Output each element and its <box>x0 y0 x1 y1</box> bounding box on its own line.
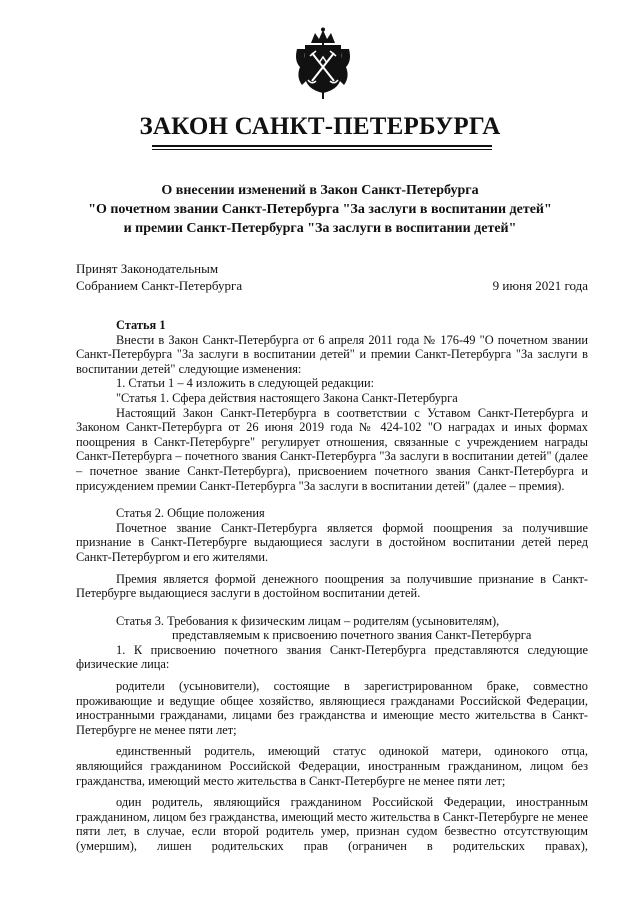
paragraph: Премия является формой денежного поощрения за получившие признание в Санкт-Петербурге выдающиеся заслуги в достойном воспитании детей. <box>76 571 588 601</box>
subtitle-line: и премии Санкт-Петербурга "За заслуги в воспитании детей" <box>123 221 517 236</box>
subtitle-line: О внесении изменений в Закон Санкт-Петербурга <box>161 183 479 198</box>
article-3-heading-cont: представляемым к присвоению почетного звания Санкт-Петербурга <box>172 628 532 643</box>
coat-of-arms-icon <box>294 27 352 99</box>
law-body <box>76 318 588 854</box>
adoption-date: 9 июня 2021 года <box>492 278 588 293</box>
title-rule-thick <box>152 145 492 147</box>
article-2-heading: Статья 2. Общие положения <box>116 506 265 521</box>
subtitle-line: "О почетном звании Санкт-Петербурга "За заслуги в воспитании детей" <box>88 202 552 217</box>
paragraph: родители (усыновители), состоящие в зарегистрированном браке, совместно проживающие и ведущие общее хозяйство, являющиеся гражданами Российской Федерации, иностранными гражданами, лицами без гражданства и имеющие место жительства в Санкт-Петербурге не менее пяти лет; <box>76 679 588 737</box>
paragraph: 1. К присвоению почетного звания Санкт-Петербурга представляются следующие физические лица: <box>76 642 588 672</box>
paragraph: Почетное звание Санкт-Петербурга является формой поощрения за получившие признание в Санкт-Петербурге выдающиеся заслуги в достойном воспитании детей перед Санкт-Петербургом и его жителями. <box>76 520 588 564</box>
title-rule-thin <box>152 149 492 150</box>
article-3-heading: Статья 3. Требования к физическим лицам – родителям (усыновителям), <box>116 613 500 628</box>
article-1-heading: Статья 1 <box>116 318 166 332</box>
paragraph: единственный родитель, имеющий статус одинокой матери, одинокого отца, являющийся гражданином Российской Федерации, иностранным гражданином, лицом без гражданства, имеющий место жительства в Санкт-Петербурге не менее пяти лет; <box>76 744 588 788</box>
paragraph: Внести в Закон Санкт-Петербурга от 6 апреля 2011 года № 176-49 "О почетном звании Санкт-Петербурга "За заслуги в воспитании детей" и премии Санкт-Петербурга "За заслуги в воспитании детей" следующие изменения: <box>76 332 588 376</box>
adoption-statement <box>76 260 242 294</box>
paragraph: Настоящий Закон Санкт-Петербурга в соответствии с Уставом Санкт-Петербурга и Законом Санкт-Петербурга от 26 июня 2019 года № 424-102 "О наградах и иных формах поощрения в Санкт-Петербурге" регулирует отношения, связанные с учреждением награды Санкт-Петербурга – почетного звания Санкт-Петербурга "За заслуги в воспитании детей" (далее – почетное звание Санкт-Петербурга), присвоением почетного звания Санкт-Петербурга и присуждением премии Санкт-Петербурга "За заслуги в воспитании детей" (далее – премия). <box>76 405 588 493</box>
paragraph: 1. Статьи 1 – 4 изложить в следующей редакции: <box>116 376 375 391</box>
adoption-line: Собранием Санкт-Петербурга <box>76 278 243 293</box>
adoption-line: Принят Законодательным <box>76 261 219 276</box>
law-title: ЗАКОН САНКТ-ПЕТЕРБУРГА <box>139 113 501 140</box>
law-subtitle <box>60 181 580 238</box>
paragraph: "Статья 1. Сфера действия настоящего Закона Санкт-Петербурга <box>116 390 458 405</box>
paragraph: один родитель, являющийся гражданином Российской Федерации, иностранным гражданином, лицом без гражданства, имеющий место жительства в Санкт-Петербурге не менее пяти лет, в случае, если второй родитель умер, признан судом безвестно отсутствующим (умершим), лишен родительских прав (ограничен в родительских правах), <box>76 795 588 853</box>
